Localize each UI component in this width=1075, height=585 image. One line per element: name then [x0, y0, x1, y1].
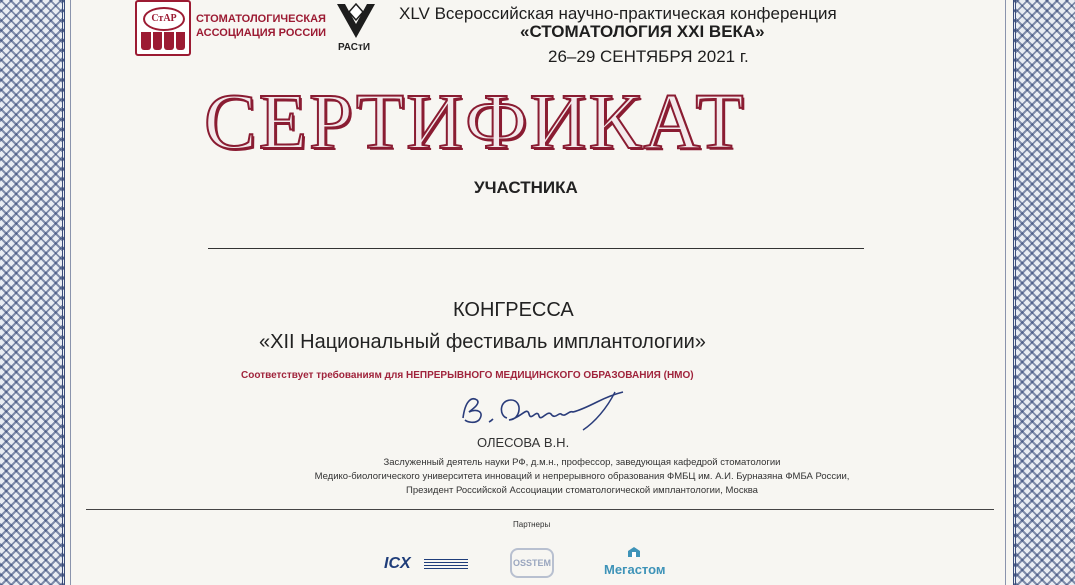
credentials-line-2: Медико-биологического университета инноваций и непрерывного образования ФМБЦ им. А.И. Бурназяна ФМБА России, — [314, 471, 850, 482]
rasti-logo-label: РАСтИ — [338, 42, 371, 53]
conference-dates: 26–29 СЕНТЯБРЯ 2021 г. — [548, 47, 749, 66]
partner-osstem-logo: OSSTEM — [510, 548, 554, 578]
conference-title: XLV Всероссийская научно-практическая конференция — [399, 4, 837, 23]
association-line-1: СТОМАТОЛОГИЧЕСКАЯ — [196, 13, 326, 25]
megastom-building-icon — [627, 546, 641, 558]
star-logo — [135, 0, 191, 56]
star-logo-mark: СтАР — [143, 7, 185, 31]
ornamental-border-right — [1013, 0, 1075, 585]
festival-name: «XII Национальный фестиваль имплантологии» — [259, 331, 706, 353]
partner-icx-logo: ICX — [384, 555, 411, 572]
inner-frame-line-right — [1005, 0, 1006, 585]
teeth-icon — [141, 32, 185, 50]
certificate-subtitle: УЧАСТНИКА — [474, 178, 578, 197]
footer-divider — [86, 509, 994, 510]
signer-credentials — [212, 456, 952, 498]
partner-icx-stripes — [424, 559, 468, 569]
credentials-line-1: Заслуженный деятель науки РФ, д.м.н., профессор, заведующая кафедрой стоматологии — [383, 457, 781, 468]
conference-name: «СТОМАТОЛОГИЯ XXI ВЕКА» — [520, 22, 765, 41]
signature-image — [455, 388, 631, 434]
credentials-line-3: Президент Российской Ассоциации стоматологической имплантологии, Москва — [406, 485, 758, 496]
certificate-title: СЕРТИФИКАТ — [204, 79, 746, 166]
partner-megastom-logo: Мегастом — [604, 562, 666, 577]
association-line-2: АССОЦИАЦИЯ РОССИИ — [196, 27, 327, 39]
rasti-logo-icon — [333, 0, 379, 42]
recipient-name-line — [208, 248, 864, 249]
ornamental-border-left — [0, 0, 65, 585]
inner-frame-line-left — [70, 0, 71, 585]
dental-association-name — [196, 12, 326, 40]
partners-heading: Партнеры — [513, 520, 551, 529]
congress-label: КОНГРЕССА — [453, 299, 574, 321]
signer-name: ОЛЕСОВА В.Н. — [477, 435, 570, 450]
nmo-compliance-note: Соответствует требованиям для НЕПРЕРЫВНОГО МЕДИЦИНСКОГО ОБРАЗОВАНИЯ (НМО) — [241, 370, 694, 381]
